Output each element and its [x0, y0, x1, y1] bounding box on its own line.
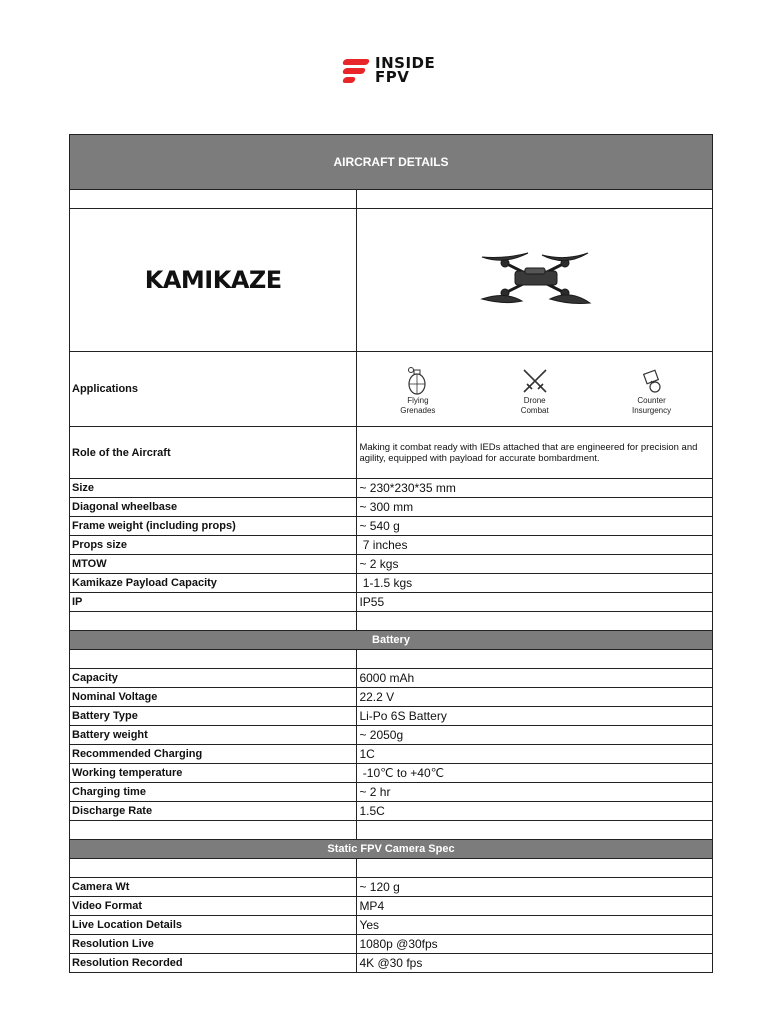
- drone-image-cell: [357, 209, 713, 352]
- spec-value: ~ 300 mm: [357, 498, 713, 517]
- app-label-line1: Flying: [407, 396, 429, 405]
- app-label-line2: Grenades: [400, 406, 436, 415]
- app-label-line2: Combat: [520, 406, 549, 415]
- battery-value: Li-Po 6S Battery: [357, 707, 713, 726]
- battery-section-header: Battery: [70, 631, 713, 650]
- camera-value: ~ 120 g: [357, 878, 713, 897]
- aircraft-name: KAMIKAZE: [70, 209, 357, 352]
- logo-text-line2: FPV: [375, 68, 410, 86]
- spec-value: IP55: [357, 593, 713, 612]
- spec-label: IP: [70, 593, 357, 612]
- camera-label: Video Format: [70, 897, 357, 916]
- drone-image: [470, 243, 600, 313]
- camera-value: MP4: [357, 897, 713, 916]
- applications-cell: [357, 352, 713, 427]
- applications-label: Applications: [70, 352, 357, 427]
- camera-value: 4K @30 fps: [357, 954, 713, 973]
- logo-text-line1: INSIDE: [375, 54, 436, 72]
- bomb-tag-icon: [637, 366, 667, 396]
- battery-value: 22.2 V: [357, 688, 713, 707]
- battery-label: Recommended Charging: [70, 745, 357, 764]
- empty-cell: [70, 650, 357, 669]
- spec-label: MTOW: [70, 555, 357, 574]
- application-counter-insurgency: [612, 366, 692, 416]
- spec-label: Props size: [70, 536, 357, 555]
- battery-label: Battery weight: [70, 726, 357, 745]
- grenade-icon: [403, 366, 433, 396]
- spec-label: Kamikaze Payload Capacity: [70, 574, 357, 593]
- empty-cell: [70, 821, 357, 840]
- inside-fpv-logo: [343, 54, 435, 86]
- battery-value: 1C: [357, 745, 713, 764]
- camera-value: 1080p @30fps: [357, 935, 713, 954]
- empty-cell: [70, 190, 357, 209]
- battery-value: 1.5C: [357, 802, 713, 821]
- camera-label: Live Location Details: [70, 916, 357, 935]
- battery-label: Nominal Voltage: [70, 688, 357, 707]
- spec-value: ~ 540 g: [357, 517, 713, 536]
- spec-value: ~ 2 kgs: [357, 555, 713, 574]
- spec-value: ~ 230*230*35 mm: [357, 479, 713, 498]
- role-value: Making it combat ready with IEDs attached that are engineered for precision and agility, equipped with payload for accurate bombardment.: [357, 427, 713, 479]
- battery-label: Battery Type: [70, 707, 357, 726]
- empty-cell: [357, 859, 713, 878]
- battery-value: ~ 2050g: [357, 726, 713, 745]
- battery-label: Capacity: [70, 669, 357, 688]
- camera-label: Resolution Recorded: [70, 954, 357, 973]
- spec-label: Diagonal wheelbase: [70, 498, 357, 517]
- app-label-line1: Counter: [637, 396, 666, 405]
- battery-label: Working temperature: [70, 764, 357, 783]
- aircraft-details-header: AIRCRAFT DETAILS: [70, 135, 713, 190]
- empty-cell: [357, 650, 713, 669]
- camera-label: Resolution Live: [70, 935, 357, 954]
- spec-label: Size: [70, 479, 357, 498]
- camera-value: Yes: [357, 916, 713, 935]
- empty-cell: [70, 612, 357, 631]
- role-label: Role of the Aircraft: [70, 427, 357, 479]
- empty-cell: [357, 190, 713, 209]
- empty-cell: [70, 859, 357, 878]
- battery-value: -10℃ to +40℃: [357, 764, 713, 783]
- app-label-line1: Drone: [523, 396, 546, 405]
- spec-value: 1-1.5 kgs: [357, 574, 713, 593]
- app-label-line2: Insurgency: [631, 406, 672, 415]
- battery-label: Discharge Rate: [70, 802, 357, 821]
- camera-section-header: Static FPV Camera Spec: [70, 840, 713, 859]
- battery-value: 6000 mAh: [357, 669, 713, 688]
- battery-label: Charging time: [70, 783, 357, 802]
- spec-value: 7 inches: [357, 536, 713, 555]
- crossed-swords-icon: [520, 366, 550, 396]
- application-drone-combat: [495, 366, 575, 416]
- spec-label: Frame weight (including props): [70, 517, 357, 536]
- application-flying-grenades: [378, 366, 458, 416]
- empty-cell: [357, 612, 713, 631]
- camera-label: Camera Wt: [70, 878, 357, 897]
- battery-value: ~ 2 hr: [357, 783, 713, 802]
- aircraft-spec-table: [69, 134, 713, 973]
- empty-cell: [357, 821, 713, 840]
- fpv-logo-icon: [343, 56, 371, 84]
